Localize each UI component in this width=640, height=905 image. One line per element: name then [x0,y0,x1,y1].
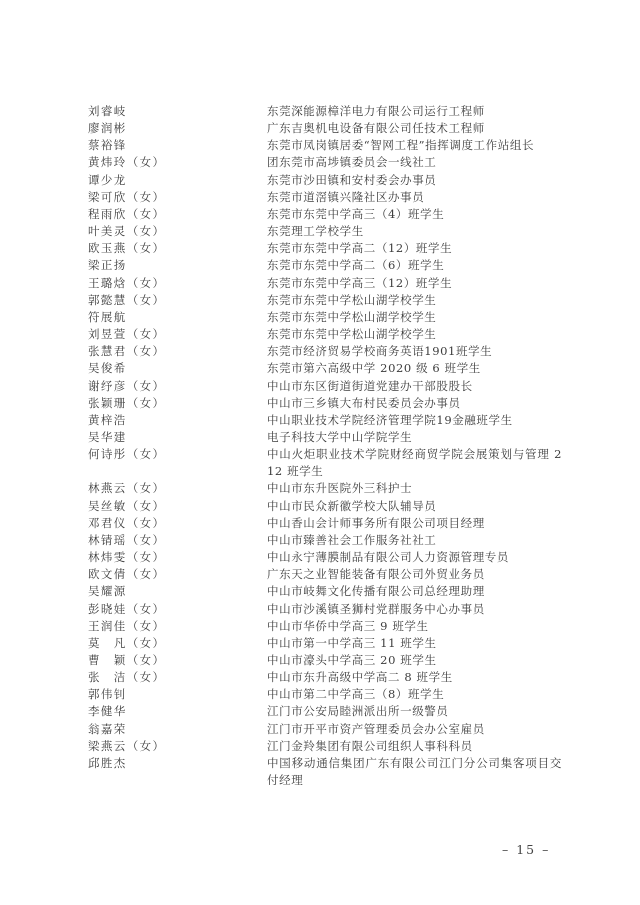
person-title: 江门金羚集团有限公司组织人事科科员 [267,738,473,753]
person-name: 张 洁（女） [88,670,166,685]
person-name: 黄梓浩 [88,412,127,427]
person-title: 东莞市凤岗镇居委“智网工程”指挥调度工作站组长 [267,138,535,153]
person-name: 林锖瑶（女） [88,532,166,547]
person-name: 吴耀源 [88,584,127,599]
roster-row [88,480,562,497]
person-name: 谢纾彦（女） [88,378,166,393]
person-title: 东莞市道滘镇兴隆社区办事员 [267,189,425,204]
person-title: 中国移动通信集团广东有限公司江门分公司集客项目交付经理 [267,755,562,788]
person-title: 东莞市东莞中学高二（12）班学生 [267,241,453,256]
person-title: 东莞理工学校学生 [267,224,364,239]
roster-row [88,309,562,326]
roster-row [88,326,562,343]
roster-row [88,669,562,686]
person-name: 张慧君（女） [88,344,166,359]
person-name: 邱胜杰 [88,755,127,770]
person-name: 梁正扬 [88,258,127,273]
roster-row [88,223,562,240]
person-name: 曹 颖（女） [88,653,166,667]
roster-row [88,566,562,583]
person-name: 刘睿岐 [88,104,127,118]
roster-row [88,154,562,171]
person-title: 东莞市第六高级中学 2020 级 6 班学生 [267,361,481,376]
person-name: 欧文倩（女） [88,567,166,582]
roster-row [88,721,562,738]
person-name: 梁燕云（女） [88,738,166,753]
person-name: 郭懿慧（女） [88,292,166,307]
person-title: 中山职业技术学院经济管理学院19金融班学生 [267,412,513,427]
roster-row [88,360,562,377]
person-title: 中山市三乡镇大布村民委员会办事员 [267,395,461,410]
roster-row [88,618,562,635]
roster-row [88,601,562,618]
roster-row [88,189,562,206]
roster-row [88,515,562,532]
person-name: 符展航 [88,309,127,324]
person-title: 东莞市东莞中学松山湖学校学生 [267,292,437,307]
roster-row [88,395,562,412]
roster-row [88,257,562,274]
roster-row [88,652,562,669]
person-name: 刘昱萱（女） [88,327,166,342]
roster-row [88,378,562,395]
person-title: 广东天之业智能装备有限公司外贸业务员 [267,567,485,582]
person-name: 李健华 [88,704,127,719]
person-name: 梁可欣（女） [88,189,166,204]
person-title: 中山市东升高级中学高二 8 班学生 [267,670,453,685]
person-name: 翁嘉荣 [88,721,127,736]
person-name: 吴丝敏（女） [88,498,166,513]
person-title: 团东莞市高埗镇委员会一线社工 [267,155,437,170]
roster-row [88,292,562,309]
roster-row [88,275,562,292]
person-name: 叶美灵（女） [88,224,166,239]
person-name: 张颖珊（女） [88,395,166,410]
person-title: 中山市沙溪镇圣狮村党群服务中心办事员 [267,601,485,616]
person-title: 中山市第一中学高三 11 班学生 [267,635,437,650]
person-name: 林炜雯（女） [88,550,166,565]
roster-row [88,206,562,223]
person-name: 王璐焓（女） [88,275,166,290]
person-name: 彭晓娃（女） [88,601,166,616]
person-title: 中山市民众新徽学校大队辅导员 [267,498,437,513]
person-name: 林燕云（女） [88,481,166,496]
roster-row [88,703,562,720]
person-title: 中山市东区街道街道党建办干部股股长 [267,378,473,393]
person-name: 吴华建 [88,429,127,444]
person-name: 欧玉燕（女） [88,241,166,256]
roster-row [88,120,562,137]
roster-row [88,446,562,480]
roster-row [88,103,562,120]
person-title: 电子科技大学中山学院学生 [267,429,413,444]
roster-row [88,429,562,446]
roster-row [88,635,562,652]
person-name: 王润佳（女） [88,618,166,633]
person-name: 程雨欣（女） [88,206,166,221]
person-name: 何诗彤（女） [88,447,166,462]
person-title: 中山香山会计师事务所有限公司项目经理 [267,515,485,530]
person-name: 邓君仪（女） [88,515,166,530]
person-title: 江门市开平市资产管理委员会办公室雇员 [267,721,485,736]
person-title: 东莞市东莞中学松山湖学校学生 [267,327,437,342]
person-title: 中山市华侨中学高三 9 班学生 [267,618,429,633]
person-name: 蔡裕锋 [88,138,127,153]
roster-list [88,103,562,789]
person-title: 中山市第二中学高三（8）班学生 [267,687,445,702]
person-title: 东莞市沙田镇和安村委会办事员 [267,172,437,187]
person-title: 广东吉奥机电设备有限公司任技术工程师 [267,121,485,136]
person-title: 中山永宁薄膜制品有限公司人力资源管理专员 [267,550,509,565]
roster-row [88,583,562,600]
roster-row [88,343,562,360]
person-title: 中山市东升医院外三科护士 [267,481,413,496]
person-title: 东莞市经济贸易学校商务英语1901班学生 [267,344,493,359]
page-number: – 15 – [502,842,551,857]
roster-row [88,172,562,189]
person-title: 中山市臻善社会工作服务社社工 [267,532,437,547]
person-title: 江门市公安局睦洲派出所一级警员 [267,704,449,719]
roster-row [88,412,562,429]
roster-row [88,498,562,515]
roster-row [88,532,562,549]
person-name: 吴俊希 [88,361,127,376]
person-title: 东莞深能源樟洋电力有限公司运行工程师 [267,104,485,118]
person-title: 中山火炬职业技术学院财经商贸学院会展策划与管理 212 班学生 [267,447,562,479]
person-name: 廖润彬 [88,121,127,136]
person-name: 莫 凡（女） [88,635,166,650]
roster-row [88,686,562,703]
roster-row [88,137,562,154]
person-title: 东莞市东莞中学高三（12）班学生 [267,275,453,290]
roster-row [88,738,562,755]
person-name: 谭少龙 [88,172,127,187]
person-title: 东莞市东莞中学松山湖学校学生 [267,309,437,324]
person-title: 中山市岐舞文化传播有限公司总经理助理 [267,584,485,599]
roster-row [88,549,562,566]
person-name: 黄炜玲（女） [88,155,166,170]
roster-row [88,240,562,257]
roster-row [88,755,562,789]
person-title: 中山市濠头中学高三 20 班学生 [267,653,437,667]
person-title: 东莞市东莞中学高三（4）班学生 [267,206,445,221]
person-name: 郭伟钊 [88,687,127,702]
person-title: 东莞市东莞中学高二（6）班学生 [267,258,445,273]
